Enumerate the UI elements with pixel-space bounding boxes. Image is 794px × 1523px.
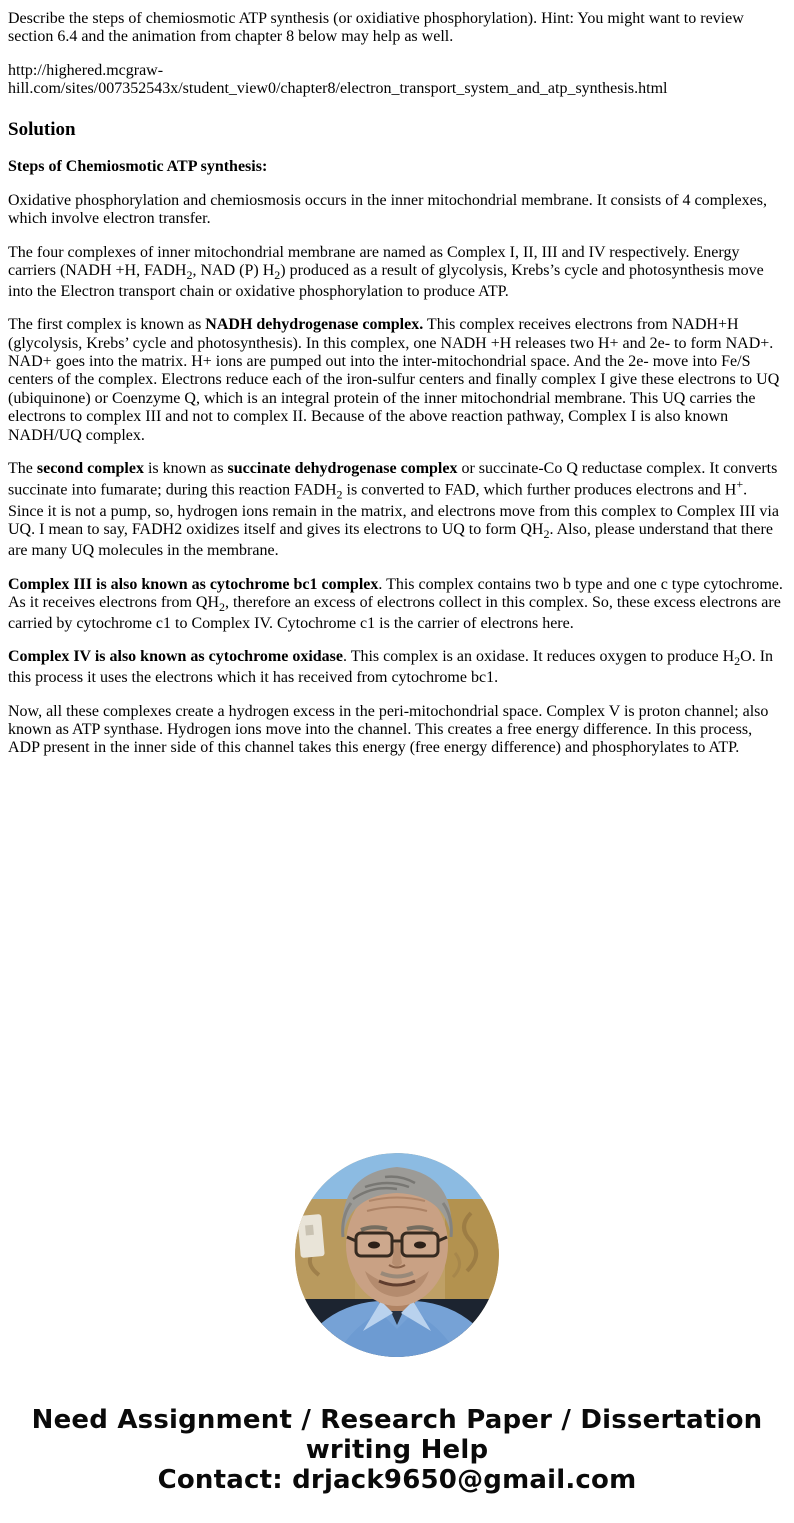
solution-paragraph-complex-4: Complex IV is also known as cytochrome oxidase. This complex is an oxidase. It reduces oxygen to produce $H_2O$. In this process it uses the electrons which it has received from cytochrome bc1. (8, 648, 774, 687)
solution-paragraph-complex-3: Complex III is also known as cytochrome bc1 complex. This complex contains two b type and one c type cytochrome. As it receives electrons from $QH_2$, therefore an excess of electrons collect in this complex. So, these excess electrons are carried by cytochrome c1 to Complex IV. Cytochrome c1 is the carrier of electrons here. (8, 575, 783, 632)
footer-line-2: writing Help (305, 1435, 489, 1465)
footer-contact-email: Contact: drjack9650@gmail.com (157, 1465, 637, 1495)
solution-heading: Solution (8, 118, 76, 140)
solution-paragraph-complex-2: The second complex is known as succinate dehydrogenase complex or succinate-Co Q reductase complex. It converts succinate into fumarate; during this reaction $FADH_2$ is converted to FAD, which further produces electrons and H+. Since it is not a pump, so, hydrogen ions remain in the matrix, and electrons move from this complex to Complex III via UQ. I mean to say, FADH2 oxidizes itself and gives its electrons to UQ to form $QH_2$. Also, please understand that there are many UQ molecules in the membrane. (8, 460, 779, 560)
footer-line-1: Need Assignment / Research Paper / Dissertation (31, 1405, 763, 1435)
resource-url: http://highered.mcgraw-hill.com/sites/007352543x/student_view0/chapter8/electron_transport_system_and_atp_synthesis.html (8, 61, 668, 98)
solution-paragraph-complex-1: The first complex is known as NADH dehydrogenase complex. This complex receives electrons from NADH+H (glycolysis, Krebs’ cycle and photosynthesis). In this complex, one NADH +H releases two H+ and 2e- to form NAD+. NAD+ goes into the matrix. H+ ions are pumped out into the inter-mitochondrial space. And the 2e- move into Fe/S centers of the complex. Electrons reduce each of the iron-sulfur centers and finally complex I give these electrons to UQ (ubiquinone) or Coenzyme Q, which is an integral protein of the inner mitochondrial membrane. This UQ carries the electrons to complex III and not to complex II. Because of the above reaction pathway, Complex I is also known NADH/UQ complex. (8, 316, 780, 444)
solution-paragraph-four-complexes: The four complexes of inner mitochondrial membrane are named as Complex I, II, III and IV respectively. Energy carriers (NADH +H, $FADH_2$, NAD (P) $H_2$) produced as a result of glycolysis, Krebs’s cycle and photosynthesis move into the Electron transport chain or oxidative phosphorylation to produce ATP. (8, 243, 764, 300)
instructor-avatar (8, 1153, 786, 1357)
portrait-photo (295, 1153, 499, 1357)
question-text: Describe the steps of chemiosmotic ATP synthesis (or oxidiative phosphorylation). Hint: You might want to review section 6.4 and the animation from chapter 8 below may help as well. (8, 10, 744, 46)
footer-banner (8, 1405, 786, 1495)
solution-subheading: Steps of Chemiosmotic ATP synthesis: (8, 158, 268, 176)
solution-paragraph-overview: Oxidative phosphorylation and chemiosmosis occurs in the inner mitochondrial membrane. It consists of 4 complexes, which involve electron transfer. (8, 191, 767, 228)
solution-paragraph-complex-5-atp: Now, all these complexes create a hydrogen excess in the peri-mitochondrial space. Complex V is proton channel; also known as ATP synthase. Hydrogen ions move into the channel. This creates a free energy difference. In this process, ADP present in the inner side of this channel takes this energy (free energy difference) and phosphorylates to ATP. (8, 702, 769, 757)
